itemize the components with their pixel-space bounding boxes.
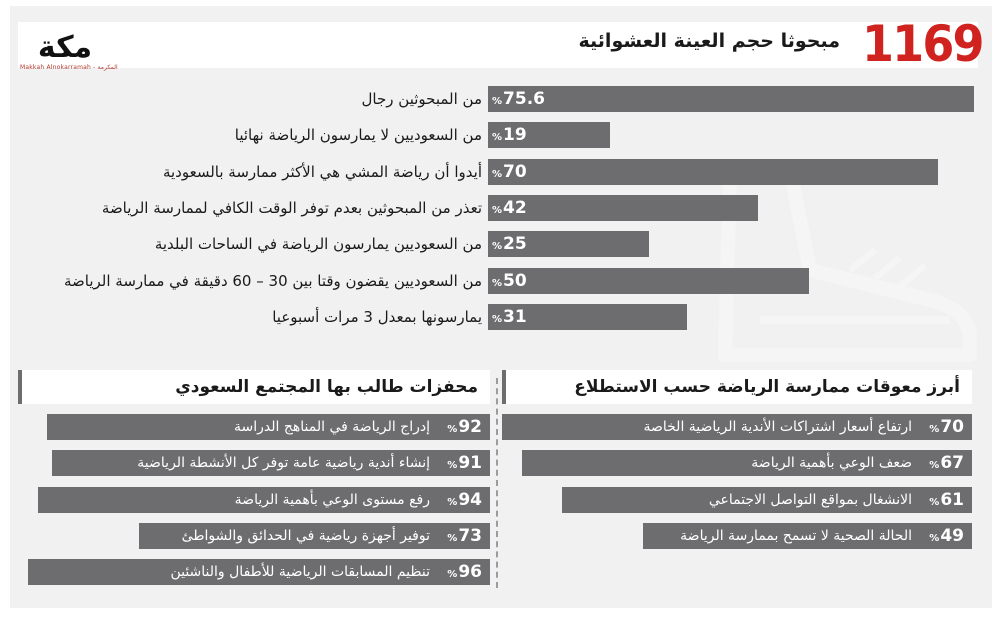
top-bar-value: %31 <box>492 307 527 327</box>
top-bar-value: %75.6 <box>492 89 545 109</box>
motivator-bar <box>47 414 490 440</box>
logo-text: مكة <box>37 30 93 65</box>
top-bar <box>488 268 809 294</box>
motivator-bar-label: إدراج الرياضة في المناهج الدراسة <box>234 419 430 435</box>
logo <box>20 25 110 65</box>
obstacle-bar-label: الحالة الصحية لا تسمح بممارسة الرياضة <box>680 528 912 544</box>
top-bar-label: تعذر من المبحوثين بعدم توفر الوقت الكافي لممارسة الرياضة <box>101 199 482 217</box>
motivator-bar-value: %96 <box>447 562 482 582</box>
motivator-bar-label: تنظيم المسابقات الرياضية للأطفال والناشئين <box>170 564 430 580</box>
obstacle-bar-label: ارتفاع أسعار اشتراكات الأندية الرياضية الخاصة <box>643 419 912 435</box>
top-bar <box>488 122 610 148</box>
top-bar-label: يمارسونها بمعدل 3 مرات أسبوعيا <box>272 308 482 326</box>
section-divider <box>496 378 498 588</box>
top-bar <box>488 195 758 221</box>
motivator-bar-value: %92 <box>447 417 482 437</box>
motivator-bar-value: %94 <box>447 490 482 510</box>
logo-subtitle: Makkah Alnokarramah - المكرمة <box>20 64 118 71</box>
top-bar <box>488 86 974 112</box>
top-bar-value: %50 <box>492 271 527 291</box>
page-title: مبحوثا حجم العينة العشوائية <box>578 30 840 52</box>
top-bar-label: من السعوديين يمارسون الرياضة في الساحات البلدية <box>154 235 482 253</box>
obstacle-bar-value: %67 <box>929 453 964 473</box>
obstacle-bar-value: %49 <box>929 526 964 546</box>
obstacles-title: أبرز معوقات ممارسة الرياضة حسب الاستطلاع <box>574 377 960 397</box>
top-bar-label: من السعوديين لا يمارسون الرياضة نهائيا <box>234 126 482 144</box>
top-bar <box>488 304 687 330</box>
top-bar-value: %19 <box>492 125 527 145</box>
top-bar <box>488 159 938 185</box>
motivator-bar <box>28 559 490 585</box>
obstacle-bar <box>502 414 972 440</box>
motivator-bar <box>139 523 490 549</box>
obstacle-bar-label: الانشغال بمواقع التواصل الاجتماعي <box>708 492 912 508</box>
top-bar-label: من السعوديين يقضون وقتا بين 30 – 60 دقيقة في ممارسة الرياضة <box>63 272 482 290</box>
obstacle-bar-value: %70 <box>929 417 964 437</box>
motivator-bar-value: %91 <box>447 453 482 473</box>
obstacle-bar <box>643 523 972 549</box>
obstacle-bar <box>562 487 972 513</box>
motivator-bar-label: إنشاء أندية رياضية عامة توفر كل الأنشطة الرياضية <box>137 455 430 471</box>
motivator-bar-label: رفع مستوى الوعي بأهمية الرياضة <box>234 492 430 508</box>
top-bar-label: من المبحوثين رجال <box>361 90 482 108</box>
motivator-bar <box>38 487 490 513</box>
motivator-bar-label: توفير أجهزة رياضية في الحدائق والشواطئ <box>181 528 430 544</box>
motivators-section-header <box>18 370 490 404</box>
obstacle-bar-value: %61 <box>929 490 964 510</box>
motivator-bar-value: %73 <box>447 526 482 546</box>
top-bar-value: %70 <box>492 162 527 182</box>
motivator-bar <box>52 450 490 476</box>
top-bar-label: أيدوا أن رياضة المشي هي الأكثر ممارسة بالسعودية <box>162 163 482 181</box>
obstacle-bar <box>522 450 972 476</box>
obstacle-bar-label: ضعف الوعي بأهمية الرياضة <box>751 455 912 471</box>
sample-size-number: 1169 <box>862 15 983 73</box>
top-bar-value: %25 <box>492 234 527 254</box>
obstacles-section-header <box>502 370 972 404</box>
top-bar-value: %42 <box>492 198 527 218</box>
top-bar <box>488 231 649 257</box>
motivators-title: محفزات طالب بها المجتمع السعودي <box>175 377 478 397</box>
